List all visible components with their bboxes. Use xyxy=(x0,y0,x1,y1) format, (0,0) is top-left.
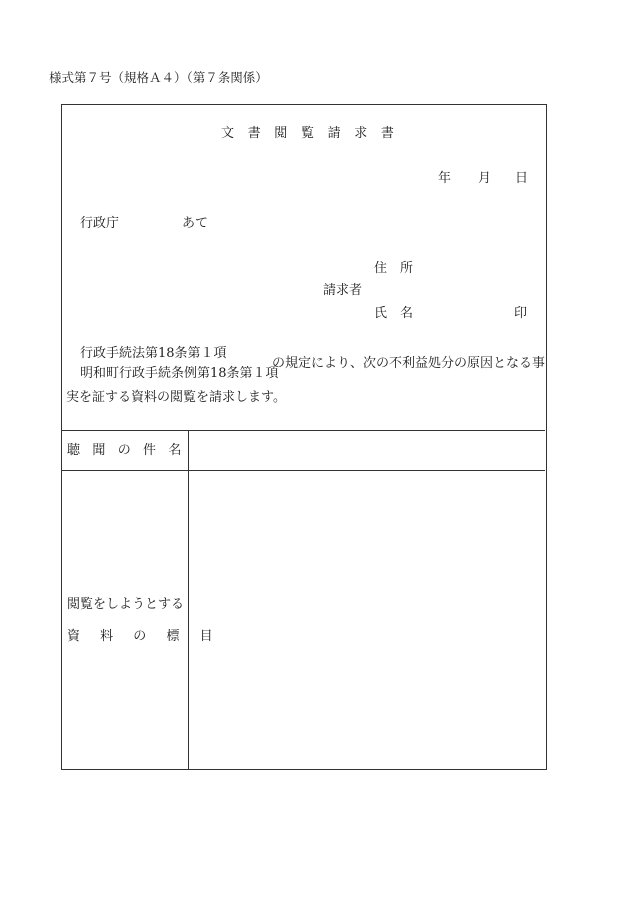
statement-continuation: の規定により、次の不利益処分の原因となる事 xyxy=(272,356,546,371)
statement-last-line: 実を証する資料の閲覧を請求します。 xyxy=(66,390,286,405)
addressee-suffix: あて xyxy=(182,216,209,231)
requester-address-label: 住 所 xyxy=(374,261,414,276)
date-day-label: 日 xyxy=(515,171,529,186)
date-year-label: 年 xyxy=(438,171,452,186)
request-form-frame xyxy=(61,104,547,770)
statement-law-line-2: 明和町行政手続条例第18条第１項 xyxy=(80,366,279,381)
statement-law-line-1: 行政手続法第18条第１項 xyxy=(80,346,227,361)
form-number-header: 様式第７号（規格Ａ４）（第７条関係） xyxy=(49,70,268,85)
requester-name-label: 氏 名 xyxy=(374,306,414,321)
materials-label-line-2: 資料の標目 xyxy=(67,629,233,644)
hearing-case-label: 聴聞の件名 xyxy=(67,443,194,458)
materials-label-line-1: 閲覧をしようとする xyxy=(67,597,185,612)
table-column-divider xyxy=(188,430,189,769)
table-top-border xyxy=(61,430,545,431)
table-row-divider xyxy=(61,470,545,471)
date-month-label: 月 xyxy=(478,171,492,186)
requester-role-label: 請求者 xyxy=(323,283,363,298)
form-title: 文書閲覧請求書 xyxy=(221,126,408,141)
addressee-office: 行政庁 xyxy=(80,216,120,231)
seal-mark: 印 xyxy=(514,306,528,321)
